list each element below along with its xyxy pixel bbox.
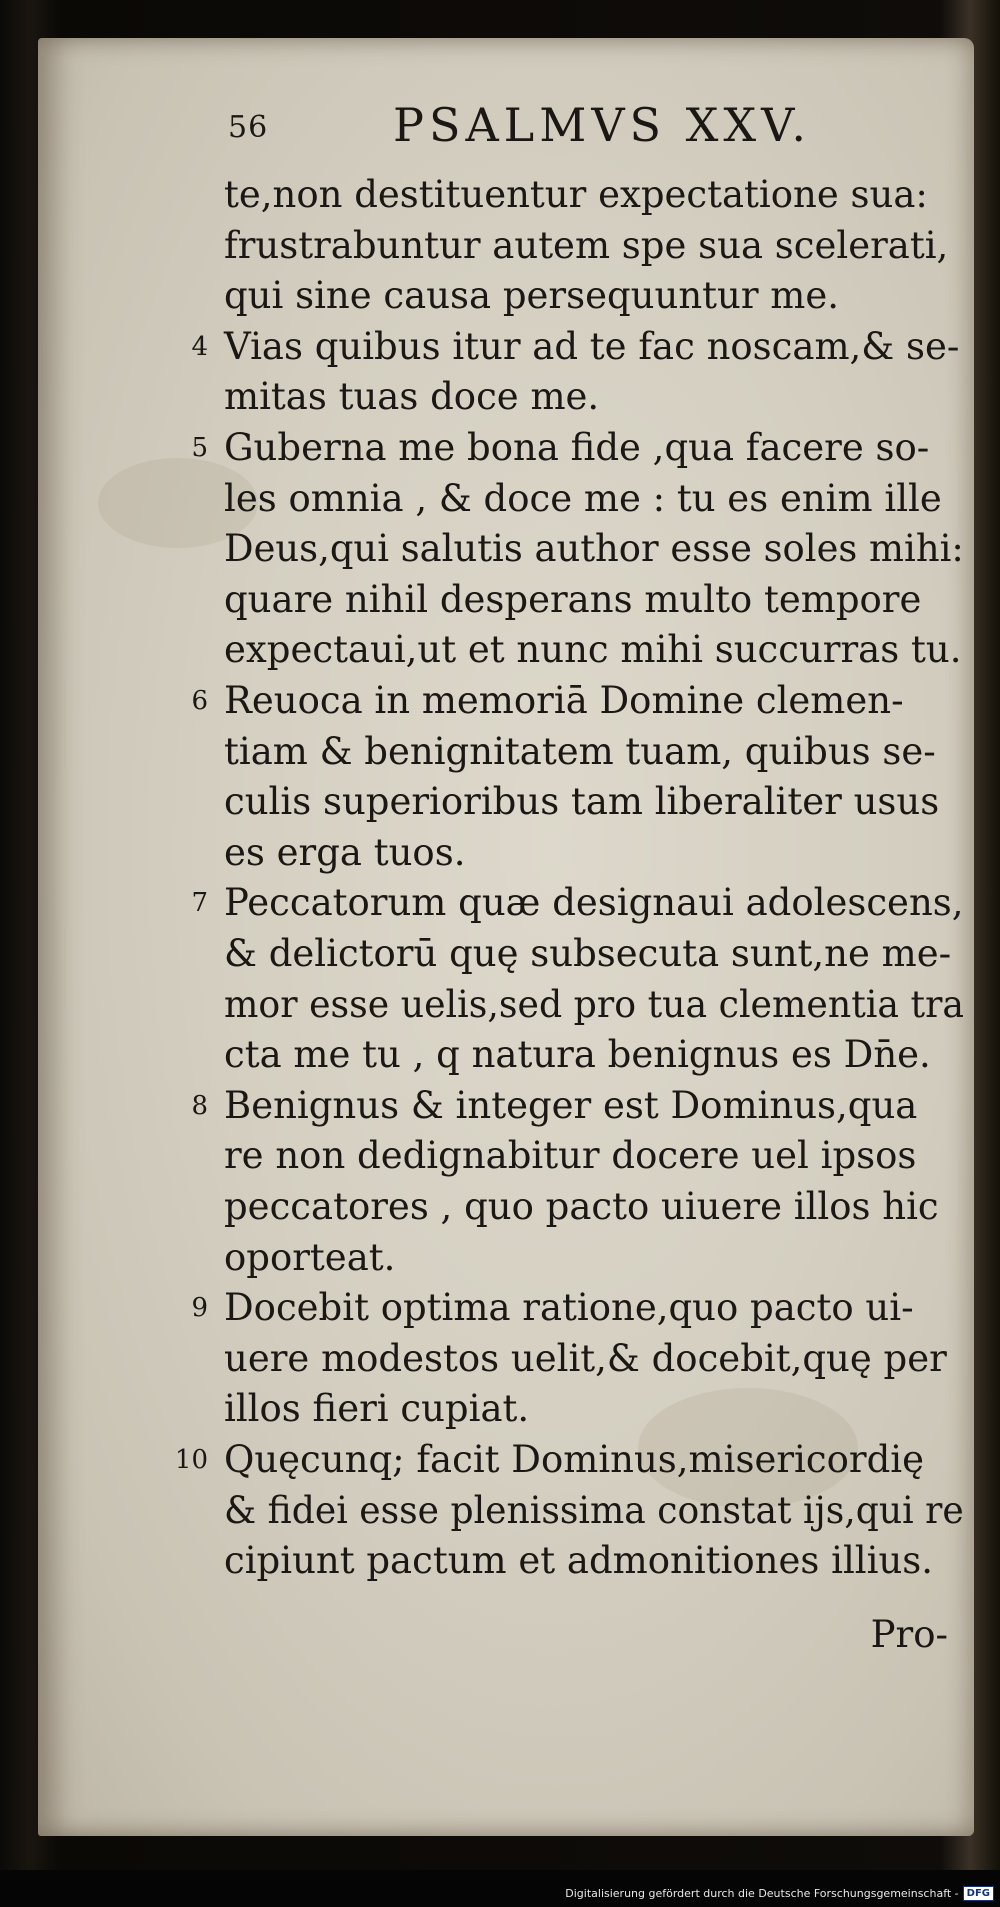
text-line: qui sine causa persequuntur me. xyxy=(224,274,840,317)
credit-text: Digitalisierung gefördert durch die Deutsche Forschungsgemeinschaft - xyxy=(565,1886,959,1900)
book-page xyxy=(38,38,974,1836)
text-line: peccatores , quo pacto uiuere illos hic xyxy=(224,1185,939,1228)
text-line: Peccatorum quæ designaui adolescens, xyxy=(224,881,964,924)
text-line: oporteat. xyxy=(224,1236,396,1279)
verse-number: 7 xyxy=(191,888,208,918)
verse-number: 8 xyxy=(191,1091,208,1121)
text-line: uere modestos uelit,& docebit,quę per xyxy=(224,1337,947,1380)
text-line: frustrabuntur autem spe sua scelerati, xyxy=(224,224,949,267)
page-number: 56 xyxy=(228,110,269,145)
dfg-logo-icon: DFG xyxy=(963,1886,994,1901)
text-line: quare nihil desperans multo tempore xyxy=(224,578,922,621)
text-line: es erga tuos. xyxy=(224,831,466,874)
text-line: les omnia , & doce me : tu es enim ille xyxy=(224,477,942,520)
verse-number: 6 xyxy=(191,686,208,716)
text-line: Quęcunq; facit Dominus,misericordię xyxy=(224,1438,924,1481)
verse-number: 10 xyxy=(174,1445,208,1475)
text-line: Reuoca in memoriā Domine clemen- xyxy=(224,679,904,722)
page-text xyxy=(38,38,974,1836)
text-line: culis superioribus tam liberaliter usus xyxy=(224,780,940,823)
text-line: Deus,qui salutis author esse soles mihi: xyxy=(224,527,964,570)
text-line: cta me tu , q natura benignus es Dn̄e. xyxy=(224,1033,931,1076)
text-line: Guberna me bona fide ,qua facere so- xyxy=(224,426,930,469)
text-line: mitas tuas doce me. xyxy=(224,375,600,418)
page-header xyxy=(218,98,898,168)
running-title: PSALMVS XXV. xyxy=(393,98,811,152)
verse-number: 5 xyxy=(191,433,208,463)
catchword: Pro- xyxy=(870,1613,948,1656)
text-line: tiam & benignitatem tuam, quibus se- xyxy=(224,730,936,773)
text-line: te,non destituentur expectatione sua: xyxy=(224,173,928,216)
text-line: cipiunt pactum et admonitiones illius. xyxy=(224,1539,934,1582)
text-line: expectaui,ut et nunc mihi succurras tu. xyxy=(224,628,962,671)
text-line: mor esse uelis,sed pro tua clementia tra xyxy=(224,983,965,1026)
verse-number: 9 xyxy=(191,1293,208,1323)
text-line: Vias quibus itur ad te fac noscam,& se- xyxy=(224,325,960,368)
text-line: Docebit optima ratione,quo pacto ui- xyxy=(224,1286,914,1329)
digitization-credit xyxy=(565,1883,994,1903)
text-line: & delictorū quę subsecuta sunt,ne me- xyxy=(224,932,952,975)
text-line: Benignus & integer est Dominus,qua xyxy=(224,1084,918,1127)
text-line: re non dedignabitur docere uel ipsos xyxy=(224,1134,917,1177)
text-line: illos fieri cupiat. xyxy=(224,1387,530,1430)
verse-number: 4 xyxy=(191,332,208,362)
text-line: & fidei esse plenissima constat ijs,qui re xyxy=(224,1489,964,1532)
